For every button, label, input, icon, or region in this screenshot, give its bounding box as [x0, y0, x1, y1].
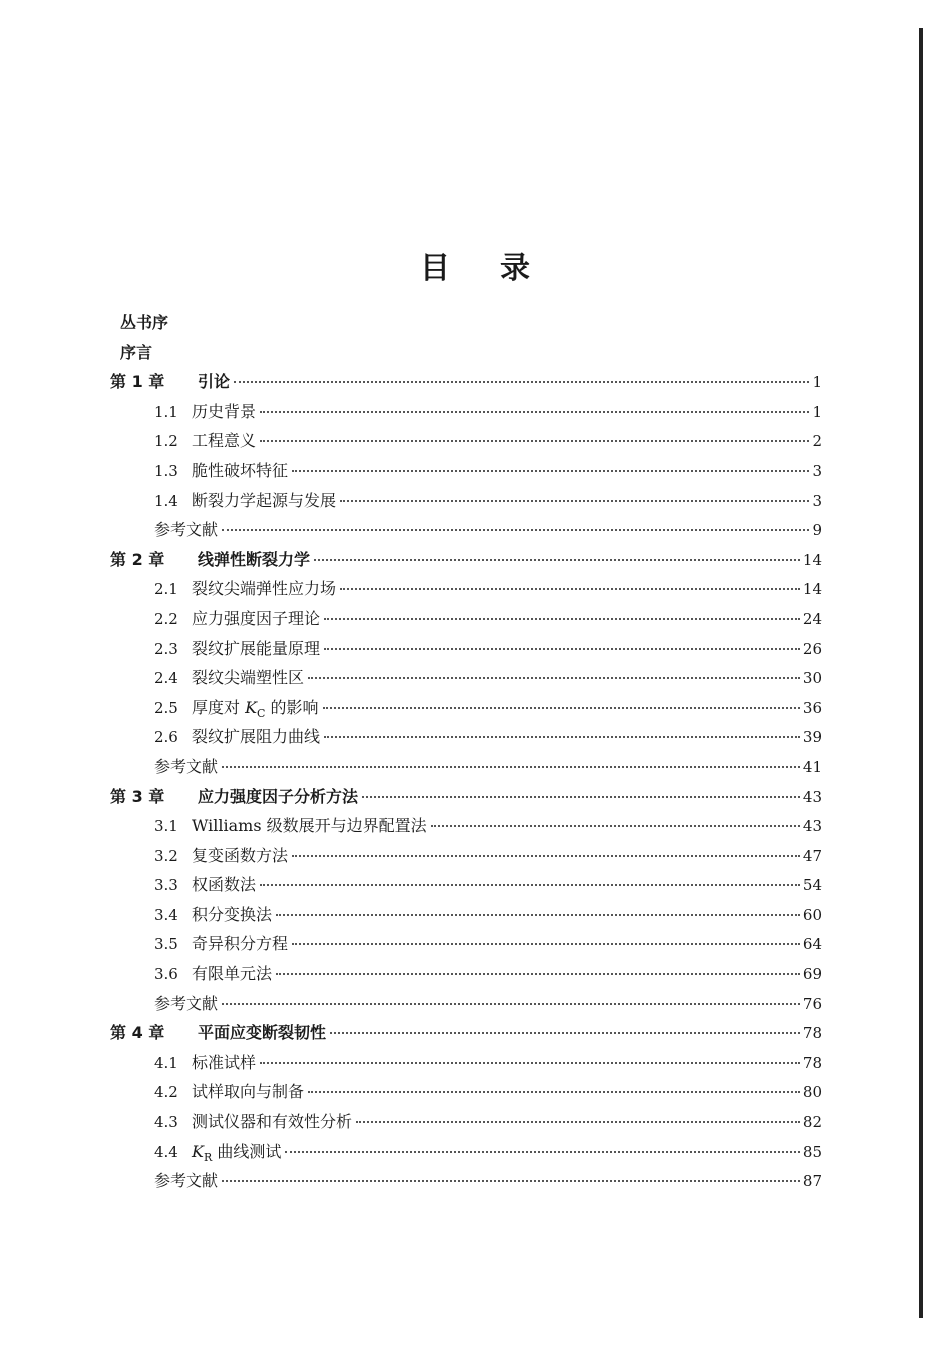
toc-label: 参考文献 [154, 520, 219, 540]
toc-number: 3.6 [154, 965, 178, 984]
toc-section-row[interactable] [110, 574, 822, 604]
toc-leader-dots [276, 973, 800, 975]
toc-number: 1.2 [154, 432, 178, 451]
toc-label: 丛书序 [120, 313, 169, 332]
toc-number: 2.4 [154, 669, 178, 688]
toc-leader-dots [292, 855, 800, 857]
title-char-2: 录 [500, 251, 532, 286]
toc-label: 引论 [198, 372, 231, 392]
toc-label: 裂纹尖端塑性区 [192, 668, 305, 688]
toc-number: 4.2 [154, 1083, 178, 1102]
toc-label: 积分变换法 [192, 904, 273, 924]
toc-page-number: 47 [802, 846, 822, 865]
toc-section-row[interactable] [110, 486, 822, 516]
toc-page-number: 30 [802, 669, 822, 688]
toc-page-number: 26 [802, 639, 822, 658]
toc-section-row[interactable] [110, 1077, 822, 1107]
toc-section-row[interactable] [110, 693, 822, 723]
toc-label: 应力强度因子理论 [192, 608, 321, 628]
toc-page-number: 80 [802, 1083, 822, 1102]
toc-section-row[interactable] [110, 604, 822, 634]
toc-section-row[interactable] [110, 1137, 822, 1167]
toc-page-number: 14 [802, 550, 822, 569]
toc-label: 有限单元法 [192, 964, 273, 984]
toc-page-number: 82 [802, 1113, 822, 1132]
toc-front-series-preface[interactable] [110, 308, 822, 338]
toc-chapter-row[interactable] [110, 782, 822, 812]
toc-section-row[interactable] [110, 900, 822, 930]
toc-number: 4.3 [154, 1113, 178, 1132]
toc-label: 历史背景 [192, 401, 257, 421]
toc-number: 2.2 [154, 609, 178, 628]
toc-label: 序言 [120, 342, 153, 362]
toc-leader-dots [324, 618, 800, 620]
toc-page-number: 69 [802, 965, 822, 984]
toc-section-row[interactable] [110, 426, 822, 456]
toc-number: 4.1 [154, 1053, 178, 1072]
toc-number: 3.3 [154, 876, 178, 895]
toc-number: 第 3 章 [110, 786, 165, 806]
toc-label: 裂纹扩展能量原理 [192, 638, 321, 658]
toc-number: 3.5 [154, 935, 178, 954]
toc-leader-dots [431, 825, 800, 827]
toc-number: 1.3 [154, 461, 178, 480]
toc-page-number: 64 [802, 935, 822, 954]
toc-page-number: 87 [802, 1172, 822, 1191]
toc-page-number: 1 [812, 402, 822, 421]
toc-label: 参考文献 [154, 1171, 219, 1191]
toc-label: 厚度对 $K_C$ 的影响 [192, 697, 319, 720]
toc-number: 4.4 [154, 1142, 178, 1161]
toc-label: 断裂力学起源与发展 [192, 490, 337, 510]
toc-leader-dots [222, 1180, 800, 1182]
toc-page-number: 3 [812, 461, 822, 480]
toc-chapter-row[interactable] [110, 545, 822, 575]
toc-chapter-row[interactable] [110, 367, 822, 397]
toc-section-row[interactable] [110, 1107, 822, 1137]
toc-leader-dots [222, 766, 800, 768]
toc-page-number: 41 [802, 757, 822, 776]
toc-front-preface[interactable] [110, 338, 822, 368]
toc-number: 3.2 [154, 846, 178, 865]
toc-section-row[interactable] [110, 929, 822, 959]
toc-page-number: 43 [802, 817, 822, 836]
toc-label: 应力强度因子分析方法 [198, 786, 359, 806]
toc-label: 参考文献 [154, 756, 219, 776]
toc-number: 2.6 [154, 728, 178, 747]
toc-ref-row[interactable] [110, 515, 822, 545]
toc-ref-row[interactable] [110, 1166, 822, 1196]
toc-leader-dots [314, 559, 800, 561]
toc-page-number: 1 [812, 373, 822, 392]
toc-page-number: 78 [802, 1053, 822, 1072]
toc-number: 第 1 章 [110, 372, 165, 392]
toc-label: 标准试样 [192, 1052, 257, 1072]
toc-leader-dots [276, 914, 800, 916]
page-title [0, 243, 952, 287]
toc-leader-dots [292, 470, 809, 472]
toc-leader-dots [362, 796, 800, 798]
toc-leader-dots [323, 707, 800, 709]
toc-section-row[interactable] [110, 841, 822, 871]
toc-section-row[interactable] [110, 722, 822, 752]
toc-leader-dots [308, 1091, 800, 1093]
toc-section-row[interactable] [110, 456, 822, 486]
toc-number: 3.4 [154, 905, 178, 924]
toc-ref-row[interactable] [110, 752, 822, 782]
page-edge-line [919, 28, 923, 1318]
toc-label: 脆性破坏特征 [192, 460, 289, 480]
toc-leader-dots [340, 500, 809, 502]
toc-leader-dots [330, 1032, 800, 1034]
toc-label: 工程意义 [192, 431, 257, 451]
toc-page-number: 9 [812, 521, 822, 540]
toc-label: 复变函数方法 [192, 845, 289, 865]
toc-number: 2.1 [154, 580, 178, 599]
table-of-contents [110, 308, 822, 1196]
toc-section-row[interactable] [110, 397, 822, 427]
toc-page-number: 60 [802, 905, 822, 924]
toc-section-row[interactable] [110, 811, 822, 841]
toc-label: 奇异积分方程 [192, 934, 289, 954]
toc-page-number: 54 [802, 876, 822, 895]
toc-number: 3.1 [154, 817, 178, 836]
toc-page-number: 39 [802, 728, 822, 747]
toc-number: 2.5 [154, 698, 178, 717]
toc-page-number: 85 [802, 1142, 822, 1161]
toc-number: 1.4 [154, 491, 178, 510]
toc-label: Williams 级数展开与边界配置法 [192, 816, 427, 836]
toc-label: 权函数法 [192, 875, 257, 895]
toc-number: 1.1 [154, 402, 178, 421]
toc-page-number: 2 [812, 432, 822, 451]
toc-page-number: 24 [802, 609, 822, 628]
toc-section-row[interactable] [110, 959, 822, 989]
toc-label: 平面应变断裂韧性 [198, 1023, 327, 1043]
toc-leader-dots [324, 648, 800, 650]
toc-page-number: 36 [802, 698, 822, 717]
toc-leader-dots [340, 588, 800, 590]
toc-page-number: 43 [802, 787, 822, 806]
toc-leader-dots [260, 411, 809, 413]
toc-label: $K_R$ 曲线测试 [192, 1141, 282, 1164]
toc-number: 第 4 章 [110, 1023, 165, 1043]
toc-section-row[interactable] [110, 870, 822, 900]
toc-section-row[interactable] [110, 663, 822, 693]
toc-page-number: 3 [812, 491, 822, 510]
toc-leader-dots [285, 1151, 800, 1153]
toc-ref-row[interactable] [110, 989, 822, 1019]
toc-label: 裂纹尖端弹性应力场 [192, 579, 337, 599]
toc-section-row[interactable] [110, 1048, 822, 1078]
toc-section-row[interactable] [110, 634, 822, 664]
toc-label: 裂纹扩展阻力曲线 [192, 727, 321, 747]
toc-leader-dots [292, 943, 800, 945]
toc-chapter-row[interactable] [110, 1018, 822, 1048]
toc-leader-dots [260, 884, 800, 886]
toc-leader-dots [308, 677, 800, 679]
title-char-1: 目 [420, 251, 452, 286]
toc-number: 2.3 [154, 639, 178, 658]
toc-leader-dots [260, 440, 809, 442]
toc-label: 参考文献 [154, 993, 219, 1013]
toc-leader-dots [222, 1003, 800, 1005]
toc-leader-dots [222, 529, 809, 531]
toc-leader-dots [260, 1062, 800, 1064]
toc-page-number: 14 [802, 580, 822, 599]
toc-leader-dots [324, 736, 800, 738]
toc-label: 线弹性断裂力学 [198, 549, 311, 569]
toc-label: 试样取向与制备 [192, 1082, 305, 1102]
toc-leader-dots [356, 1121, 800, 1123]
toc-number: 第 2 章 [110, 549, 165, 569]
toc-leader-dots [234, 381, 809, 383]
toc-page-number: 78 [802, 1024, 822, 1043]
toc-label: 测试仪器和有效性分析 [192, 1112, 353, 1132]
toc-page-number: 76 [802, 994, 822, 1013]
